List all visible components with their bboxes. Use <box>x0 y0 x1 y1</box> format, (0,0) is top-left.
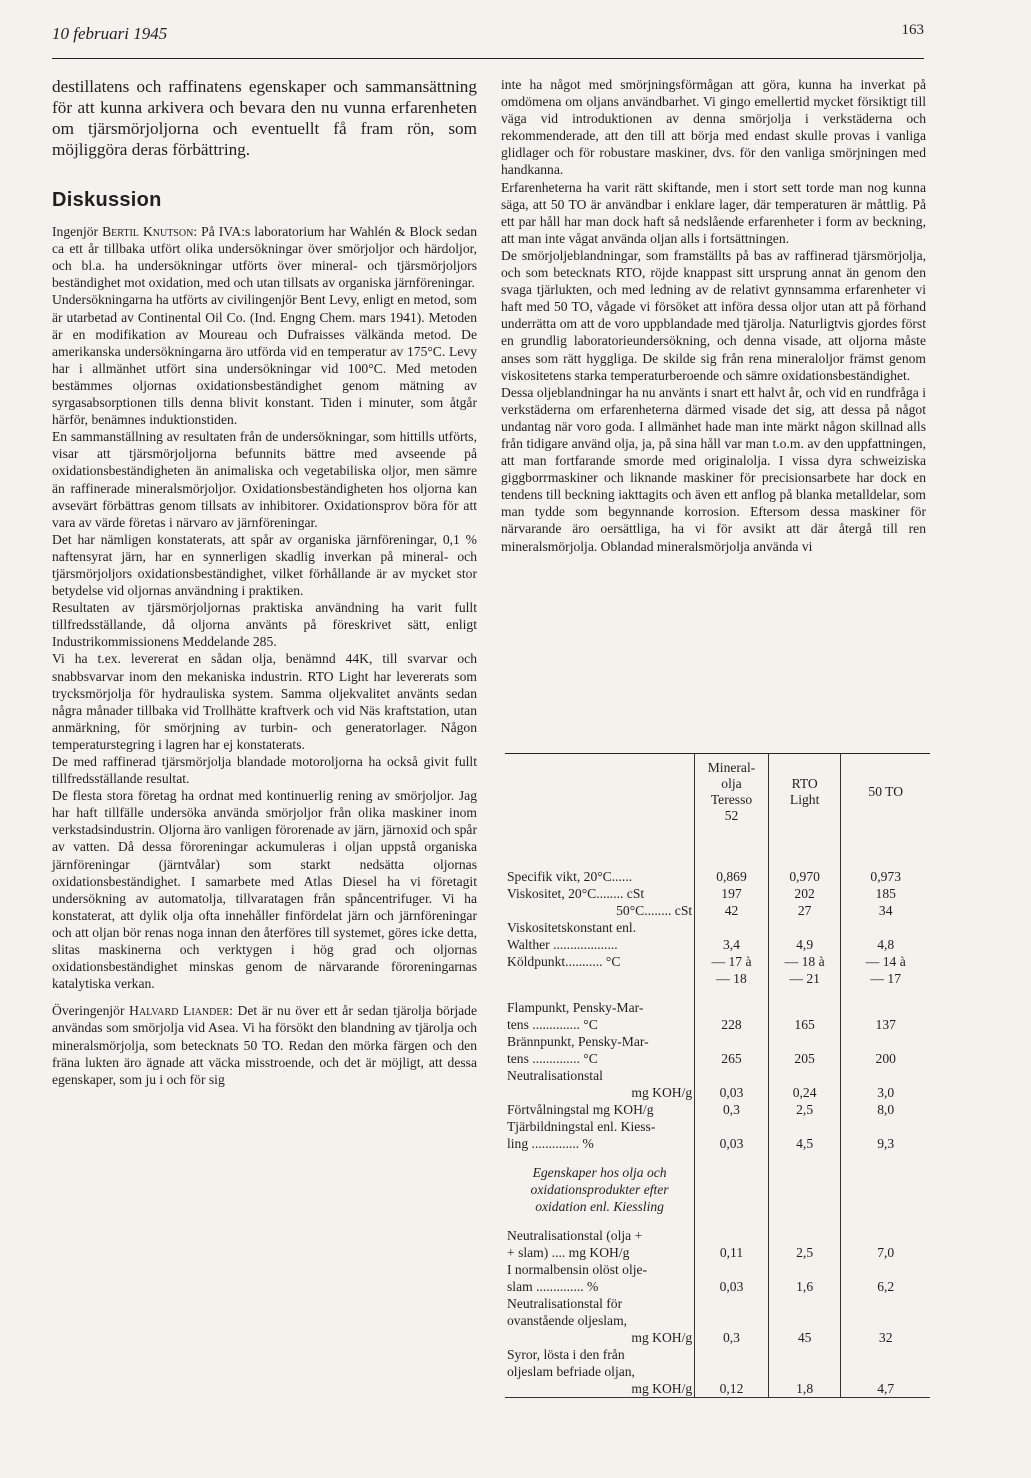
header-line: RTO <box>791 776 818 791</box>
value-cell <box>768 1118 841 1135</box>
value-cell <box>768 1033 841 1050</box>
value-cell <box>841 1067 930 1084</box>
column-header-rto-light <box>768 754 841 832</box>
value-cell: 197 <box>695 885 769 902</box>
value-cell: — 18 <box>695 970 769 987</box>
table-row <box>505 919 930 936</box>
row-label: Neutralisationstal <box>507 1068 603 1083</box>
value-cell <box>768 1312 841 1329</box>
page-number: 163 <box>901 22 924 38</box>
spacer-row <box>505 987 930 999</box>
value-cell <box>695 1181 769 1198</box>
value-cell: 185 <box>841 885 930 902</box>
value-cell: 4,8 <box>841 936 930 953</box>
value-cell <box>841 1033 930 1050</box>
row-label: tens .............. °C <box>507 1017 598 1032</box>
paragraph: De med raffinerad tjärsmörjolja blandade motoroljorna ha också givit fullt tillfredsställande resultat. <box>52 754 477 787</box>
section-heading-text: oxidationsprodukter efter <box>530 1182 669 1197</box>
value-cell <box>695 1261 769 1278</box>
value-cell: 0,869 <box>695 868 769 885</box>
value-cell: 228 <box>695 1016 769 1033</box>
column-header-mineralolja <box>695 754 769 832</box>
value-cell <box>768 1261 841 1278</box>
spacer-row <box>505 1152 930 1164</box>
table-row <box>505 936 930 953</box>
value-cell: 8,0 <box>841 1101 930 1118</box>
table-row <box>505 1312 930 1329</box>
row-label: slam .............. % <box>507 1279 599 1294</box>
value-cell: 265 <box>695 1050 769 1067</box>
value-cell: 1,6 <box>768 1278 841 1295</box>
value-cell: 1,8 <box>768 1380 841 1398</box>
value-cell: 0,24 <box>768 1084 841 1101</box>
page-header <box>52 18 924 59</box>
value-cell: 205 <box>768 1050 841 1067</box>
value-cell <box>841 1227 930 1244</box>
issue-date: 10 februari 1945 <box>52 24 168 43</box>
row-label: tens .............. °C <box>507 1051 598 1066</box>
paragraph: Resultaten av tjärsmörjoljornas praktiska användning ha varit fullt tillfredsställande, då oljorna använts på föreskrivet sätt, enligt Industrikommissionens Meddelande 285. <box>52 600 477 650</box>
value-cell <box>841 1346 930 1363</box>
table-row <box>505 1050 930 1067</box>
value-cell <box>768 1346 841 1363</box>
row-label: Walther ................... <box>507 937 618 952</box>
value-cell <box>841 1261 930 1278</box>
speaker-title: Ingenjör <box>52 224 99 240</box>
value-cell <box>841 1363 930 1380</box>
value-cell: 0,03 <box>695 1084 769 1101</box>
header-line: Teresso <box>710 792 753 807</box>
value-cell: 42 <box>695 902 769 919</box>
value-cell <box>841 1164 930 1181</box>
row-label: Flampunkt, Pensky-Mar- <box>507 1000 644 1015</box>
spacer-row <box>505 856 930 868</box>
value-cell <box>695 1118 769 1135</box>
column-header-50-to <box>841 754 930 832</box>
value-cell: 200 <box>841 1050 930 1067</box>
row-label: 50°C........ cSt <box>616 903 693 918</box>
table-row <box>505 1261 930 1278</box>
value-cell: 165 <box>768 1016 841 1033</box>
oil-properties-table <box>505 753 930 1398</box>
value-cell <box>768 1227 841 1244</box>
table-row <box>505 1346 930 1363</box>
value-cell <box>768 1198 841 1215</box>
section-heading-text: oxidation enl. Kiessling <box>535 1199 664 1214</box>
speaker-name: Halvard Liander <box>129 1003 230 1019</box>
table-row <box>505 1244 930 1261</box>
value-cell: 0,03 <box>695 1135 769 1152</box>
section-heading: Diskussion <box>52 189 162 211</box>
paragraph <box>52 1002 477 1087</box>
row-label: oljeslam befriade oljan, <box>507 1364 635 1379</box>
value-cell <box>841 1295 930 1312</box>
paragraph: En sammanställning av resultaten från de undersökningar, som hittills utförts, visar att tjärsmörjoljorna befunnits bättre med avseende på oxidationsbeständigheten än animaliska och vegetabiliska oljor, men sämre än raffinerade mineralsmörjoljor. Oxidationsbeständigheten hos oljorna kan avsevärt förbättras genom tillsats av inhibitorer. Oxidationsprov böra för att vara av värde företas i närvaro av järnföreningar. <box>52 429 477 530</box>
paragraph: Erfarenheterna ha varit rätt skiftande, men i stort sett torde man nog kunna säga, att 50 TO är användbar i enklare lager, där temperaturen är måttlig. På ett par håll har man dock haft så nedslående erfarenheter i form av beckning, att man inte vågat använda oljan alls i fortsättningen. <box>501 179 926 246</box>
paragraph: Undersökningarna ha utförts av civilingenjör Bent Levy, enligt en metod, som är utarbetad av Continental Oil Co. (Ind. Engng Chem. mars 1941). Metoden är en modifikation av Moureau och Dufraisses välkända metod. De amerikanska undersökningarna äro utförda vid en temperatur av 175°C. Levy har i allmänhet utfört sina undersökningar vid 100°C. Med metoden bestämmes oljornas oxidationsbeständighet genom mätning av syrgasabsorptionen tills denna blivit konstant. Tiden i minuter, som åtgår härför, benämnes induktionstiden. <box>52 292 477 428</box>
table-row <box>505 885 930 902</box>
value-cell: — 17 à <box>695 953 769 970</box>
table-row <box>505 1227 930 1244</box>
value-cell <box>841 1198 930 1215</box>
value-cell: — 21 <box>768 970 841 987</box>
value-cell <box>841 1181 930 1198</box>
value-cell <box>695 999 769 1016</box>
paragraph: De smörjoljeblandningar, som framställts på bas av raffinerad tjärsmörjolja, och som betecknats RTO, röjde knappast sitt ursprung annat än genom den svaga tjärlukten, och med ledning av de relativt gynnsamma erfarenheter vi haft med 50 TO, vågade vi försöket att införa dessa oljor utan att på förhand underrätta om att de voro uppblandade med tjärolja. Naturligtvis gjordes först en grundlig laboratorieundersökning, och denna visade, att oljorna måste anses som rätt hyggliga. De skilde sig från rena mineraloljor främst genom viskositetens starka temperaturberoende och sämre oxidationsbeständighet. <box>501 247 926 383</box>
section-heading-row <box>505 1181 930 1198</box>
value-cell: 0,970 <box>768 868 841 885</box>
row-label: Syror, lösta i den från <box>507 1347 625 1362</box>
row-label: Specifik vikt, 20°C...... <box>507 869 633 884</box>
value-cell <box>768 1067 841 1084</box>
table-row <box>505 1084 930 1101</box>
table-row <box>505 1278 930 1295</box>
value-cell <box>841 1118 930 1135</box>
row-label: ovanstående oljeslam, <box>507 1313 628 1328</box>
table-row <box>505 1118 930 1135</box>
value-cell <box>695 1033 769 1050</box>
row-label: + slam) .... mg KOH/g <box>507 1245 630 1260</box>
value-cell: 3,4 <box>695 936 769 953</box>
empty-header-cell <box>505 754 695 832</box>
value-cell <box>695 1346 769 1363</box>
value-cell <box>695 1067 769 1084</box>
value-cell <box>695 1227 769 1244</box>
value-cell <box>841 919 930 936</box>
header-line: Light <box>789 792 820 807</box>
value-cell: 4,5 <box>768 1135 841 1152</box>
speaker-title: Överingenjör <box>52 1003 125 1019</box>
table-row <box>505 970 930 987</box>
value-cell <box>768 1295 841 1312</box>
table-row <box>505 868 930 885</box>
value-cell: 137 <box>841 1016 930 1033</box>
table-row <box>505 1295 930 1312</box>
header-line: 52 <box>724 808 739 823</box>
row-label: Köldpunkt........... °C <box>507 954 621 969</box>
section-heading-row <box>505 1164 930 1181</box>
spacer-row <box>505 1215 930 1227</box>
row-label: I normalbensin olöst olje- <box>507 1262 648 1277</box>
table-row <box>505 1329 930 1346</box>
value-cell <box>695 1198 769 1215</box>
right-column <box>501 76 926 555</box>
row-label: Neutralisationstal för <box>507 1296 623 1311</box>
value-cell: 0,03 <box>695 1278 769 1295</box>
paragraph-text: : Det är nu över ett år sedan tjärolja började användas som smörjolja vid Asea. Vi ha försökt den blandning av tjärolja och mineralsmörjolja, som betecknats 50 TO. Redan den mörka färgen och den fräna lukten äro ägnade att väcka misstroende, och det är möjligt, att dessa egenskaper, som ju i och för sig <box>52 1003 477 1087</box>
value-cell <box>768 1164 841 1181</box>
value-cell: 6,2 <box>841 1278 930 1295</box>
header-line: olja <box>721 776 742 791</box>
value-cell <box>768 1181 841 1198</box>
row-label: mg KOH/g <box>631 1085 693 1100</box>
value-cell <box>841 1312 930 1329</box>
table-row <box>505 1135 930 1152</box>
value-cell: 34 <box>841 902 930 919</box>
header-line: Mineral- <box>707 760 756 775</box>
value-cell <box>695 1312 769 1329</box>
value-cell: — 14 à <box>841 953 930 970</box>
value-cell: 2,5 <box>768 1101 841 1118</box>
value-cell <box>768 919 841 936</box>
table-row <box>505 1016 930 1033</box>
value-cell: 27 <box>768 902 841 919</box>
value-cell: 4,7 <box>841 1380 930 1398</box>
value-cell: 0,3 <box>695 1329 769 1346</box>
table-row <box>505 1363 930 1380</box>
value-cell: 0,973 <box>841 868 930 885</box>
value-cell: 0,11 <box>695 1244 769 1261</box>
table-row <box>505 1380 930 1398</box>
value-cell: — 18 à <box>768 953 841 970</box>
paragraph-text: : På IVA:s laboratorium har Wahlén & Block sedan ca ett år tillbaka utfört olika undersökningar över smörjoljor och härdoljor, och bl.a. ha undersökningar utförts över mineral- och tjärsmörjoljors beständighet mot oxidation, med och utan tillsats av organiska järnföreningar. <box>52 224 477 291</box>
value-cell: 45 <box>768 1329 841 1346</box>
value-cell: 0,3 <box>695 1101 769 1118</box>
value-cell <box>841 999 930 1016</box>
paragraph: Det har nämligen konstaterats, att spår av organiska järnföreningar, 0,1 % naftensyrat järn, har en synnerligen skadlig inverkan på mineral- och tjärsmörjoljors oxidationsbeständighet, vilket förhållande är av mycket stor betydelse vid oljornas användning i praktiken. <box>52 531 477 599</box>
value-cell <box>695 1363 769 1380</box>
value-cell: 7,0 <box>841 1244 930 1261</box>
paragraph: De flesta stora företag ha ordnat med kontinuerlig rening av smörjoljor. Jag har haft tillfälle undersöka använda smörjoljor från olika maskiner inom verkstadsindustrin. Oljorna äro vanligen förorenade av järn, järnoxid och spår av vatten. Då dessa föroreningar ackumuleras i oljan uppstå organiska järnföreningar (järntvålar) som starkt nedsätta oljornas oxidationsbeständighet. I samarbete med Atlas Diesel ha vi företagit undersökning av automatolja, tillvaratagen från spåncentrifuger. Vi ha konstaterat, att dylik olja ofta innehåller finfördelat järn och järnföreningar och att oljan bör renas noga innan den återföres till systemet, göres icke detta, slitas maskinerna och verktygen i hög grad och oljornas oxidationsbeständighet minskas genom de närvarande föroreningarnas katalytiska verkan. <box>52 788 477 992</box>
section-heading-text: Egenskaper hos olja och <box>532 1165 667 1180</box>
row-label: Viskositetskonstant enl. <box>507 920 637 935</box>
data-table <box>505 754 930 1398</box>
value-cell: 2,5 <box>768 1244 841 1261</box>
paragraph: inte ha något med smörjningsförmågan att göra, kunna ha inverkat på omdömena om oljans användbarhet. Vi gingo emellertid mycket försiktigt till väga vid introduktionen av denna smörjolja i verkstäderna och rekommenderade, att den till att börja med endast skulle provas i vanliga glidlager och för robustare maskiner, dvs. för den vanliga smörjningen med handkanna. <box>501 77 926 178</box>
row-label: Tjärbildningstal enl. Kiess- <box>507 1119 656 1134</box>
paragraph: Dessa oljeblandningar ha nu använts i snart ett halvt år, och vid en rundfråga i verkstäderna om erfarenheterna därmed visade det sig, att dessa på något undantag när voro goda. I allmänhet hade man inte märkt någon skillnad alls från tidigare använd olja, ja, på sina håll var man t.o.m. av den uppfattningen, att man fortfarande smorde med originalolja. I vissa dyra schweiziska giggborrmaskiner och liknande maskiner för precisionsarbete har dock en tendens till beckning iakttagits och även ett anflog på blanka metalldelar, som man tydde som begynnande korrosion. Eftersom dessa maskiner för närvarande äro oersättliga, ha vi för avsikt att där återgå till ren mineralsmörjolja. Oblandad mineralsmörjolja använda vi <box>501 384 926 554</box>
table-row <box>505 953 930 970</box>
value-cell: — 17 <box>841 970 930 987</box>
value-cell <box>768 1363 841 1380</box>
value-cell: 32 <box>841 1329 930 1346</box>
table-row <box>505 1067 930 1084</box>
row-label: Viskositet, 20°C........ cSt <box>507 886 645 901</box>
row-label: Förtvålningstal mg KOH/g <box>507 1102 654 1117</box>
value-cell <box>695 1295 769 1312</box>
value-cell <box>768 999 841 1016</box>
speaker-name: Bertil Knutson <box>102 224 194 240</box>
row-label: mg KOH/g <box>505 1380 695 1398</box>
value-cell: 3,0 <box>841 1084 930 1101</box>
table-row <box>505 1033 930 1050</box>
row-label: ling .............. % <box>507 1136 594 1151</box>
table-row <box>505 1101 930 1118</box>
table-row <box>505 999 930 1016</box>
spacer-row <box>505 832 930 844</box>
table-header-row <box>505 754 930 832</box>
header-line: 50 TO <box>868 784 904 799</box>
table-row <box>505 902 930 919</box>
row-label <box>505 970 695 987</box>
value-cell <box>695 919 769 936</box>
intro-paragraph: destillatens och raffinatens egenskaper och sammansättning för att kunna arkivera och bevara den nu vunna erfarenheten om tjärsmörjoljorna och eventuellt få fram rön, som möjliggöra deras förbättring. <box>52 77 477 159</box>
section-heading-row <box>505 1198 930 1215</box>
row-label: Brännpunkt, Pensky-Mar- <box>507 1034 649 1049</box>
value-cell <box>695 1164 769 1181</box>
value-cell: 0,12 <box>695 1380 769 1398</box>
value-cell: 202 <box>768 885 841 902</box>
paragraph <box>52 223 477 291</box>
left-column <box>52 76 477 1088</box>
paragraph: Vi ha t.ex. levererat en sådan olja, benämnd 44K, till svarvar och snabbsvarvar inom den mekaniska industrin. RTO Light har levererats som trycksmörjolja för hydrauliska system. Samma oljekvalitet använts sedan några månader tillbaka vid Trollhätte kraftverk och vid Näs kraftstation, utan anmärkning, för smörjning av turbin- och generatorlager. Någon temperaturstegring i lagren har ej konstaterats. <box>52 651 477 752</box>
value-cell: 4,9 <box>768 936 841 953</box>
row-label: mg KOH/g <box>631 1330 693 1345</box>
spacer-row <box>505 844 930 856</box>
value-cell: 9,3 <box>841 1135 930 1152</box>
row-label: Neutralisationstal (olja + <box>507 1228 643 1243</box>
